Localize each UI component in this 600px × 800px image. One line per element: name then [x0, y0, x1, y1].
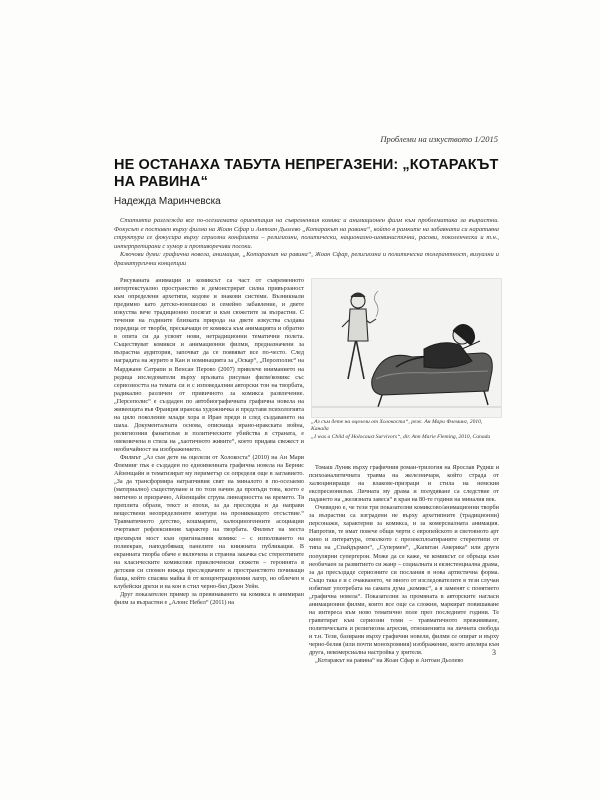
paragraph: Рисуваната анимация и комиксът са част от съвременното интертекстуално пространство и демонстрират силна привързаност към определени архетипи, кодове и знакови системи. Възникнали предимно като детско-юношеско и семейно забавление, и двете изкуства вече традиционно посягат и към сюжетите за възрастни. С течение на годините близката природа на двете изкуства създава поредица от творби, прескачащи от комикса към анимацията и обратно в опита си да усвоят нови, нетрадиционни тематични полета. Съществуват комикси и анимационни филми, предназначени за възрастна аудитория, започват да се появяват все по-често. След наградата на журито в Кан и номинацията за „Оскар“, „Персеполис“ на Марджане Сатрапи и Венсан Перово (2007) привлече вниманието на редица изследователи върху връзката рисуван филм/комикс със сериозността на темата си и с изповедалния авторски тон на творбата, радикално различен от привичното за комикса развлечение. „Персеполис“ е създаден по автобиографичната графична новела на живеещата във Франция иранска художничка и представя психологията на цяло поколение млади хора в Иран преди и след създаването на шаха. Документалната основа, описваща ирано-иракската война, религиозния фанатизъм и политическите убийства в страната, е овековечена в стила на „хаотичното живите“, което придава свежест и необичайност на изображението.: [114, 277, 304, 453]
abstract-text: Статията разглежда все по-осезаемата ориентация на съвременния комикс и анимационен филм към проблематика за възрастни. Фокусът е поставен върху филма на Жоан Сфар и Антоан Дьолево „Котаракът на равина“, който в рамките на забавната си наративна структура се фокусира върху сериозни конфликти – религиозни, политически, национално-шовинистични, расови, поколенчески и т.н., интерпретирани с хумор и противоречиви посоки.: [114, 217, 499, 250]
figure-caption: [311, 419, 501, 441]
illustration-background: [312, 279, 501, 417]
abstract: [114, 217, 499, 252]
paragraph: „Котаракът на равина“ на Жоан Сфар и Антоан Дьолево: [315, 657, 464, 665]
keywords: Ключови думи: графична новела, анимация, „Котаракът на равина“, Жоан Сфар, религиозна и политическа толерантност, визуални и драматургични концепции: [114, 251, 499, 267]
paragraph: Томаш Луняк върху графичния роман-трилогия на Ярослав Рудиш и психоаналитичната травма на железничаря, който страда от халюциниращи на влакове-призраци и стила на немския експресионизъм. Личната му драма и полудяване са следствие от падането на „желязната завеса“ в края на 80-те години на миналия век.: [309, 464, 499, 504]
film-still-illustration: [311, 278, 502, 418]
right-column: [309, 464, 499, 665]
article-title: НЕ ОСТАНАХА ТАБУТА НЕПРЕГАЗЕНИ: „КОТАРАКЪТ НА РАВИНА“: [114, 157, 499, 190]
page-number: 3: [492, 648, 496, 657]
caption-en: „I was a Child of Holocaust Survivors“, dir. Ann Marie Fleming, 2010, Canada: [311, 433, 491, 440]
caption-bg: „Аз съм дете на оцелели от Холокоста“, реж. Ан Мари Флеминг, 2010, Канада: [311, 419, 483, 433]
paragraph: Филмът „Аз съм дете на оцелели от Холокоста“ (2010) на Ан Мари Флеминг пък е създаден по едноименната графична новела на Бернис Айзенщайн и тематизират му периметър се определя още в заглавието. „За да трансформира натрапчивия свят на миналото в по-осезаемо (материално) съществуване и по този начин да пропъди това, което е митично и призрачно, Айзенщайн сгрува линеарността на времето. Тя преплита образи, текст и епохи, за да преследва и да направи веществени неопределените контури на проникващото отсъствие.“ Травматичното детство, кошмарите, халюциногенните асоциации очертават рефлексивния характер на творбата. Филмът на места прехвърля мост към оригиналния комикс – с използването на полиекран, наподобяващ панелите на книжната публикация. В екранната творба обаче е включена и странна закачка със стереотипите на класическите комиксови приключенски сюжети – героинята в детския си спомен вижда преследвачите и пространството почиващи баща, който спасява майка й от концентрационния лагер, но облечен в клубейски дрехи и на кон в стил черно-бял Джон Уейн.: [114, 454, 304, 590]
article-author: Надежда Маринчевска: [114, 196, 221, 207]
left-column: [114, 277, 304, 642]
paragraph: Друг показателен пример за превинаването на комикса в анимиран филм за възрастни е „Алонс Небел“ (2011) на: [114, 590, 304, 606]
journal-header: Проблеми на изкуството 1/2015: [380, 134, 498, 144]
illustration-drawing: [312, 279, 501, 417]
paragraph: Очевидно е, че тези три показателни комиксово/анимационни творби за възрастни са изградени не върху архетипните (традиционни) персонажи, характерни за комикса, и за комерсиалната анимация. Напротив, те имат повече общи черти с европейското и световното арт кино и литература, отколкото с презексплоатираните стереотипи от типа на „Спайдърмен“, „Супермен“, „Капитан Америка“ или други популярни супергерои. Може да се каже, че комиксът се обръща към необичаен за развитието си жанр – социалната и екзистенциална драма, за да пресъздаде сериозните си послания в нова артистична форма. Също така е и с очакването, че много от изследователите в тези случаи избягват употребата на самата дума „комикс“, а я заменят с понятието „графична новела“. Показателни за промяната в авторските нагласи анимационни филми, които все още са сложни, маркират повишаване на интереса към ново тематично поле през последните години. Те гравитират към сериозни теми – травматичното преживяване, политическата и религиозна агресия, отношенията на личната свобода и т.н. Тези, базирани върху графични новели, филми се опират и върху черно-белия (или почти монохромния) изображение, което апелира към друга, некомерсиална настройка у зрителя.: [309, 504, 499, 657]
